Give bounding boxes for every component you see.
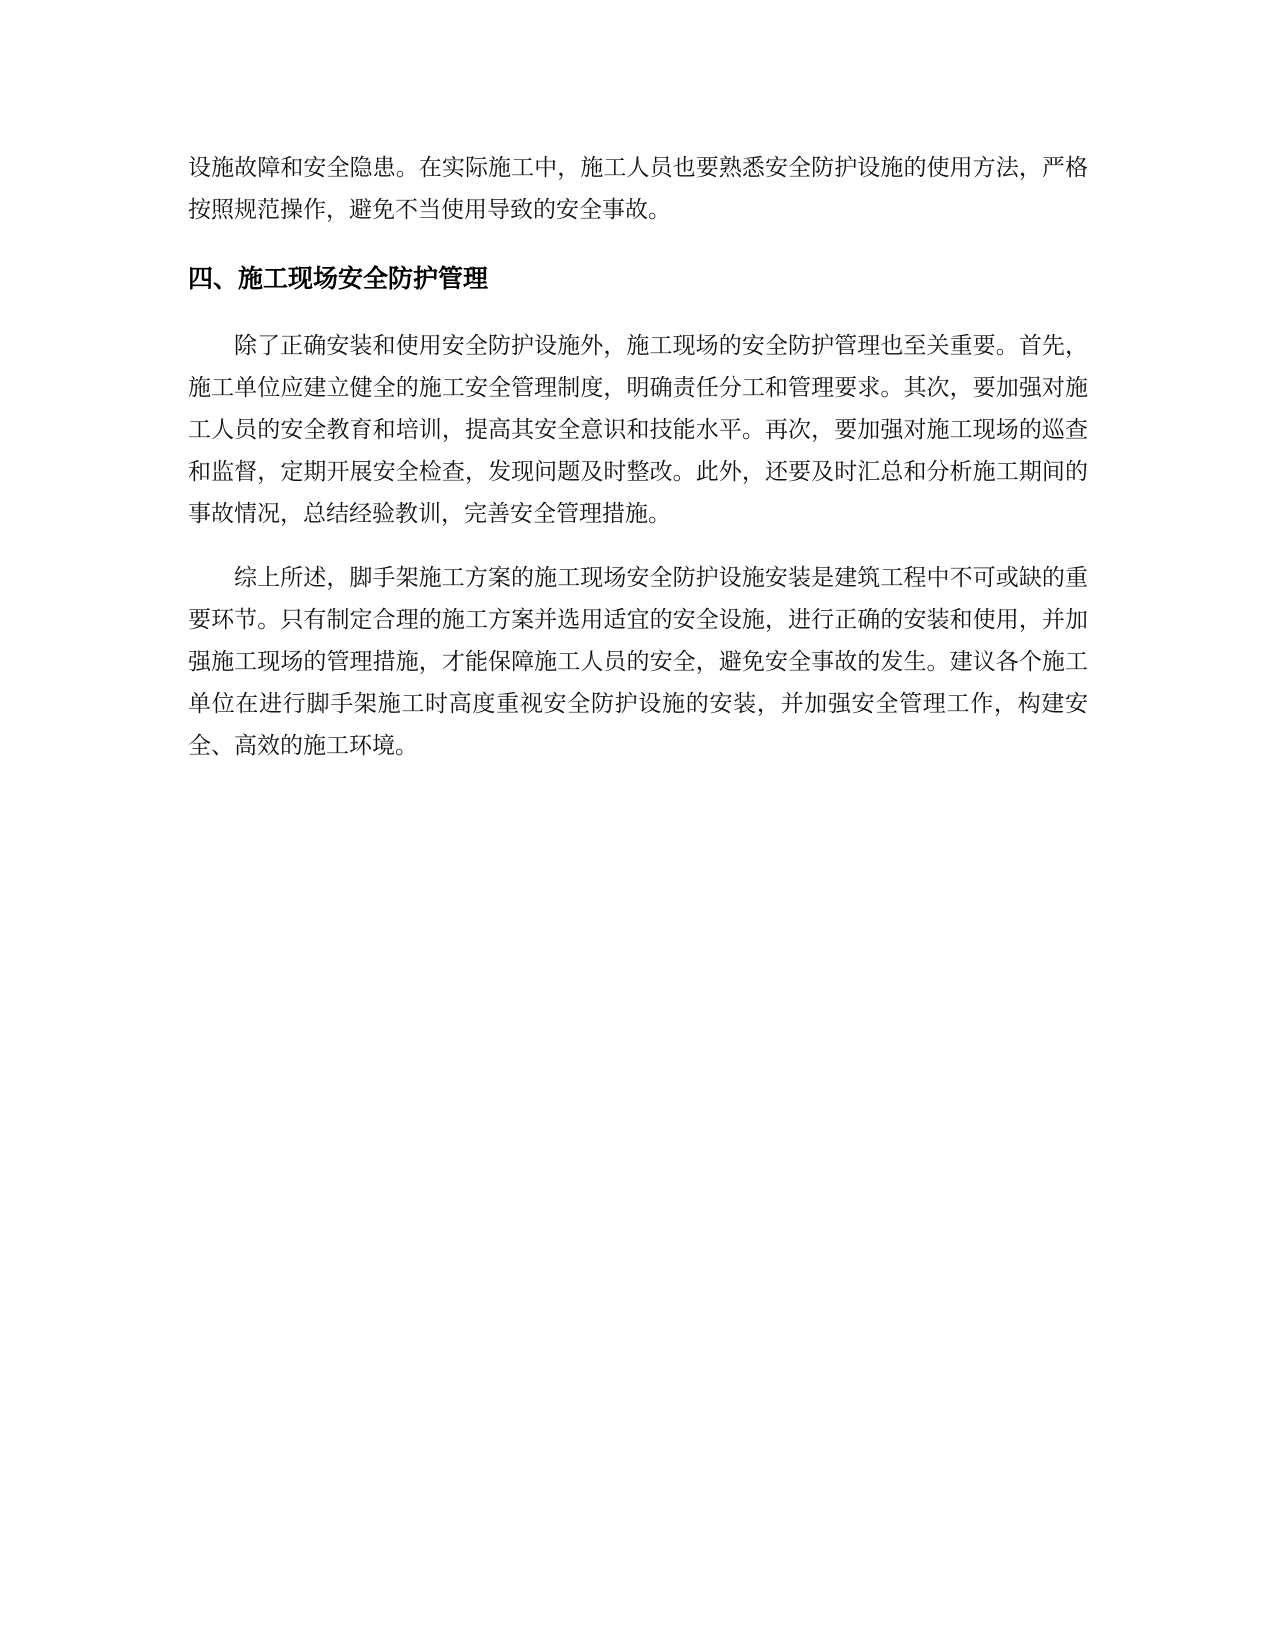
continued-paragraph: 设施故障和安全隐患。在实际施工中，施工人员也要熟悉安全防护设施的使用方法，严格按照规范操作，避免不当使用导致的安全事故。 — [188, 155, 1088, 223]
paragraph-conclusion: 综上所述，脚手架施工方案的施工现场安全防护设施安装是建筑工程中不可或缺的重要环节。只有制定合理的施工方案并选用适宜的安全设施，进行正确的安装和使用，并加强施工现场的管理措施，才能保障施工人员的安全，避免安全事故的发生。建议各个施工单位在进行脚手架施工时高度重视安全防护设施的安装，并加强安全管理工作，构建安全、高效的施工环境。 — [188, 565, 1088, 759]
section-heading: 四、施工现场安全防护管理 — [188, 264, 489, 293]
paragraph-safety-management: 除了正确安装和使用安全防护设施外，施工现场的安全防护管理也至关重要。首先，施工单位应建立健全的施工安全管理制度，明确责任分工和管理要求。其次，要加强对施工人员的安全教育和培训，提高其安全意识和技能水平。再次，要加强对施工现场的巡查和监督，定期开展安全检查，发现问题及时整改。此外，还要及时汇总和分析施工期间的事故情况，总结经验教训，完善安全管理措施。 — [188, 333, 1088, 527]
document-body — [188, 147, 1088, 767]
